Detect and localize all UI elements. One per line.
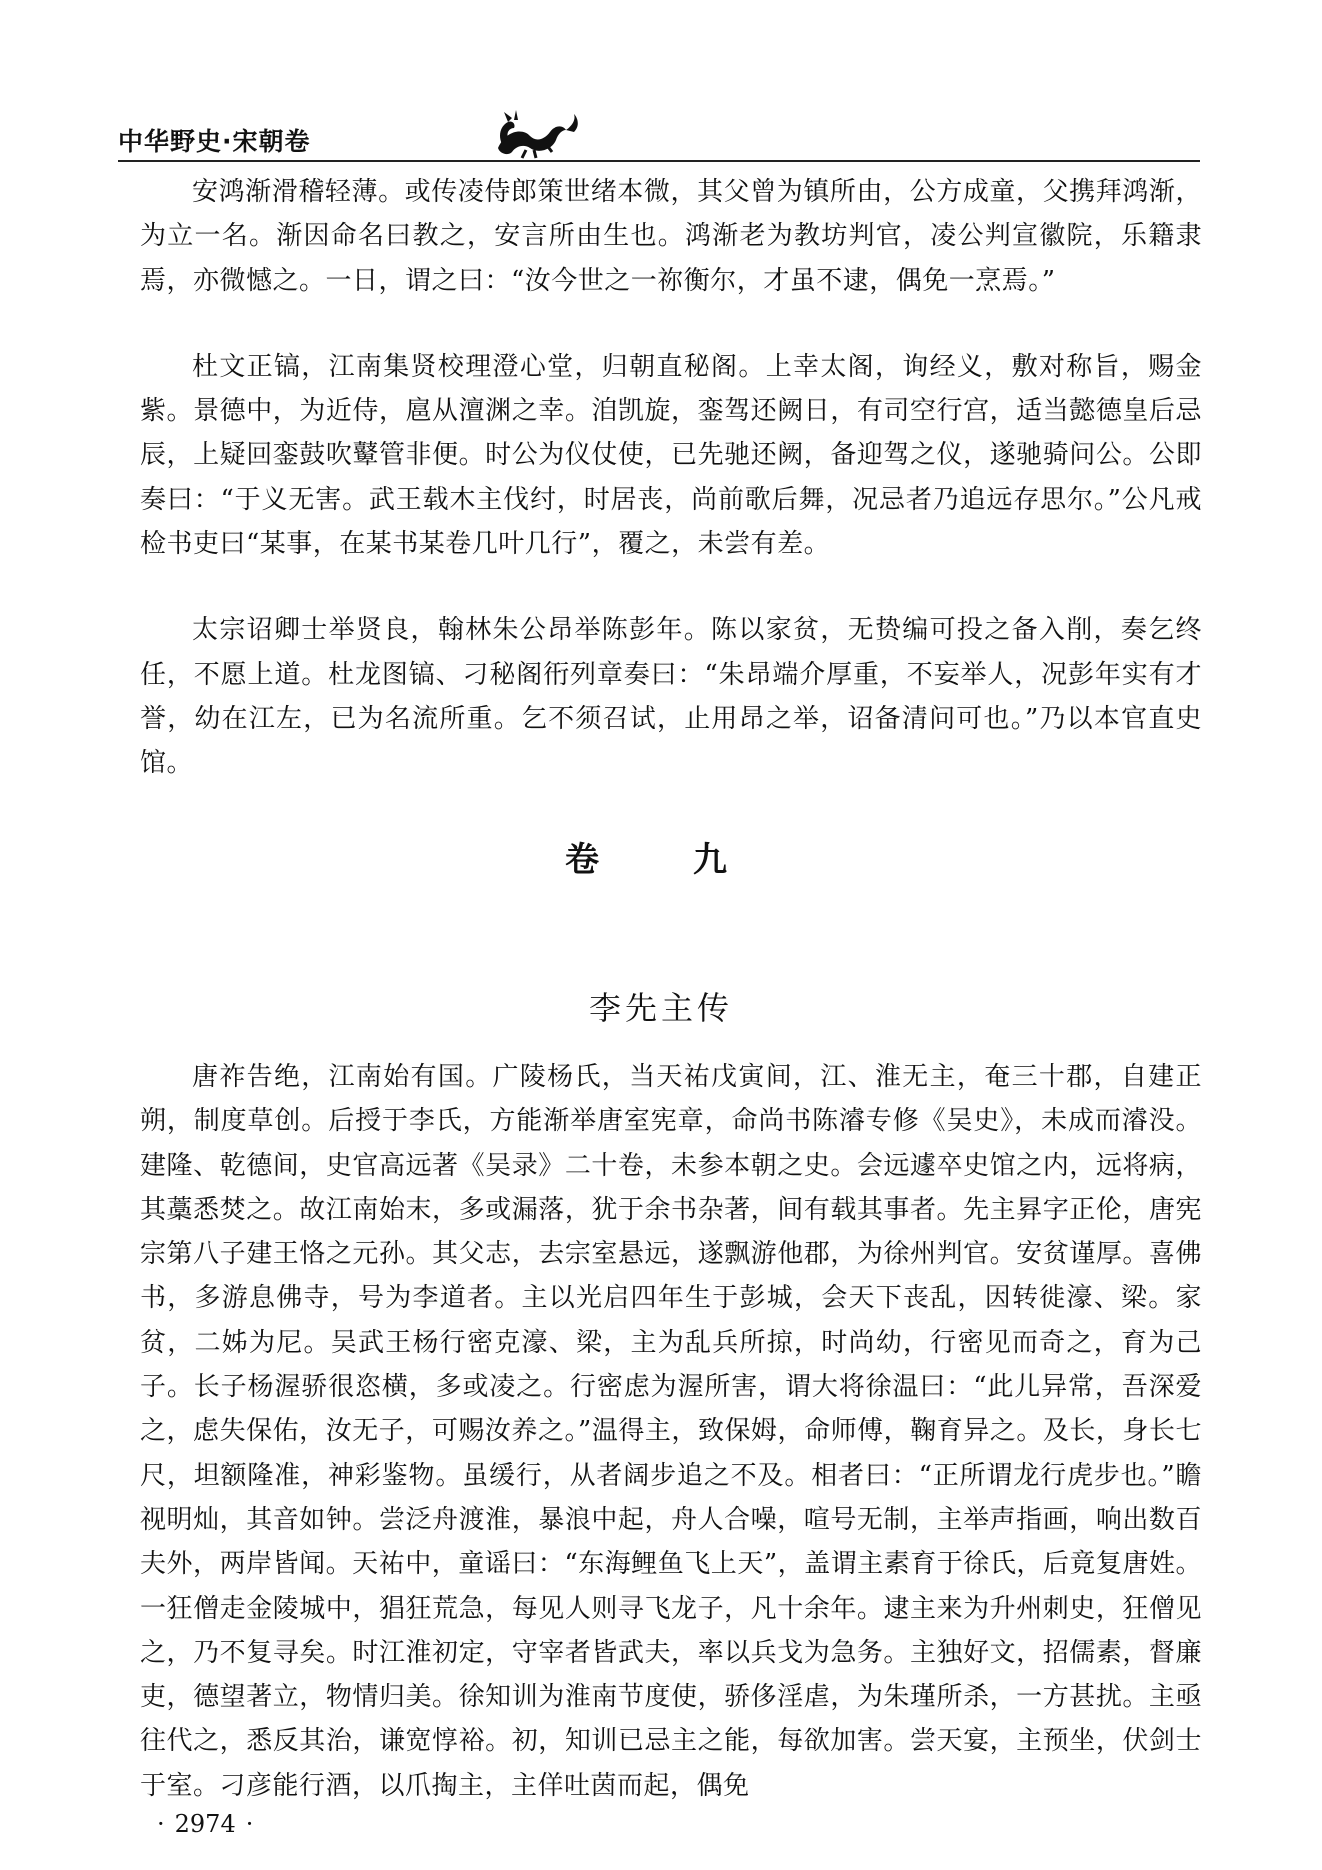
header-rule <box>118 160 1200 162</box>
chapter-heading: 卷 九 <box>565 840 757 880</box>
paragraph-du-wenzheng: 杜文正镐，江南集贤校理澄心堂，归朝直秘阁。上幸太阁，询经义，敷对称旨，赐金紫。景德中，为近侍，扈从澶渊之幸。洎凯旋，銮驾还阙日，有司空行宫，适当懿德皇后忌辰，上疑回銮鼓吹鼙管非便。时公为仪仗使，已先驰还阙，备迎驾之仪，遂驰骑问公。公即奏曰：“于义无害。武王载木主伐纣，时居丧，尚前歌后舞，况忌者乃追远存思尔。”公凡戒检书吏曰“某事，在某书某卷几叶几行”，覆之，未尝有差。 <box>140 351 1202 560</box>
running-header <box>118 122 1198 162</box>
paragraph-taizong-edict: 太宗诏卿士举贤良，翰林朱公昂举陈彭年。陈以家贫，无贽编可投之备入削，奏乞终任，不愿上道。杜龙图镐、刁秘阁衎列章奏曰：“朱昂端介厚重，不妄举人，况彭年实有才誉，幼在江左，已为名流所重。乞不须召试，止用昂之举，诏备清问可也。”乃以本官直史馆。 <box>140 615 1202 779</box>
body-text-bottom <box>140 1055 1202 1808</box>
page-number: · 2974 · <box>157 1810 254 1838</box>
paragraph-li-xianzhu: 唐祚告绝，江南始有国。广陵杨氏，当天祐戊寅间，江、淮无主，奄三十郡，自建正朔，制度草创。后授于李氏，方能渐举唐室宪章，命尚书陈濬专修《吴史》，未成而濬没。建隆、乾德间，史官高远著《吴录》二十卷，未参本朝之史。会远遽卒史馆之内，远将病，其藁悉焚之。故江南始末，多或漏落，犹于余书杂著，间有载其事者。先主昪字正伦，唐宪宗第八子建王恪之元孙。其父志，去宗室悬远，遂飘游他郡，为徐州判官。安贫谨厚。喜佛书，多游息佛寺，号为李道者。主以光启四年生于彭城，会天下丧乱，因转徙濠、梁。家贫，二姊为尼。吴武王杨行密克濠、梁，主为乱兵所掠，时尚幼，行密见而奇之，育为己子。长子杨渥骄很恣横，多或凌之。行密虑为渥所害，谓大将徐温曰：“此儿异常，吾深爱之，虑失保佑，汝无子，可赐汝养之。”温得主，致保姆，命师傅，鞠育异之。及长，身长七尺，坦额隆准，神彩鉴物。虽缓行，从者阔步追之不及。相者曰：“正所谓龙行虎步也。”瞻视明灿，其音如钟。尝泛舟渡淮，暴浪中起，舟人合噪，喧号无制，主举声指画，响出数百夫外，两岸皆闻。天祐中，童谣曰：“东海鲤鱼飞上天”，盖谓主素育于徐氏，后竟复唐姓。一狂僧走金陵城中，猖狂荒急，每见人则寻飞龙子，凡十余年。逮主来为升州刺史，狂僧见之，乃不复寻矣。时江淮初定，守宰者皆武夫，率以兵戈为急务。主独好文，招儒素，督廉吏，德望著立，物情归美。徐知训为淮南节度使，骄侈淫虐，为朱瑾所杀，一方甚扰。主亟往代之，悉反其治，谦宽惇裕。初，知训已忌主之能，每欲加害。尝天宴，主预坐，伏剑士于室。刁彦能行酒，以爪掏主，主佯吐茵而起，偶免 <box>140 1062 1202 1801</box>
paragraph-an-hongjian: 安鸿渐滑稽轻薄。或传凌侍郎策世绪本微，其父曾为镇所由，公方成童，父携拜鸿渐，为立一名。渐因命名曰教之，安言所由生也。鸿渐老为教坊判官，凌公判宣徽院，乐籍隶焉，亦微憾之。一日，谓之曰：“汝今世之一祢衡尔，才虽不逮，偶免一烹焉。” <box>140 177 1202 296</box>
section-title: 李先主传 <box>588 989 733 1027</box>
book-series-title: 中华野史·宋朝卷 <box>118 127 311 156</box>
body-text-top <box>140 170 1202 786</box>
page-number-value: 2974 <box>174 1810 236 1838</box>
dragon-emblem-icon <box>468 100 588 160</box>
